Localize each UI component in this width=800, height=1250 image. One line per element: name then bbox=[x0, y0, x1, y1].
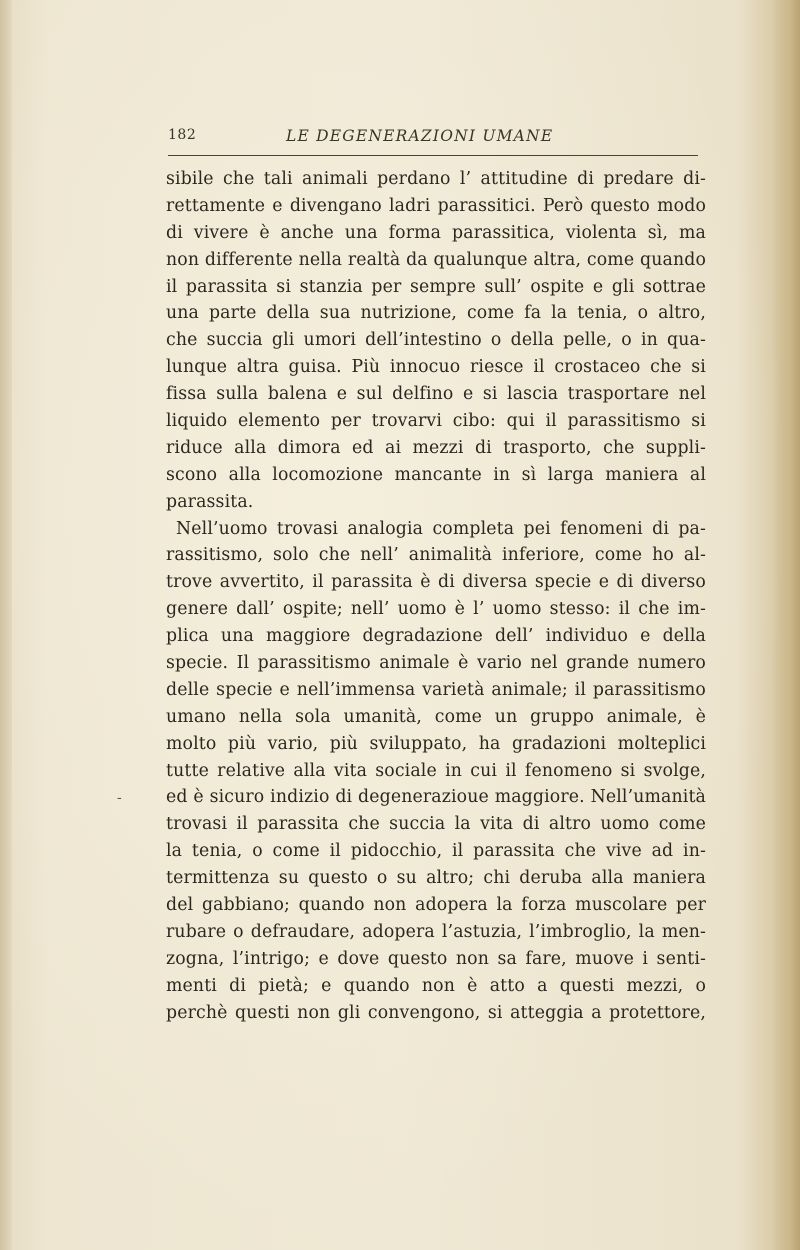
margin-mark: - bbox=[117, 790, 122, 806]
text-line: rettamente e divengano ladri parassitici. Però questo modo bbox=[166, 195, 706, 216]
text-line: menti di pietà; e quando non è atto a questi mezzi, o bbox=[166, 975, 706, 996]
text-line: specie. Il parassitismo animale è vario nel grande numero bbox=[166, 653, 706, 674]
text-line: tutte relative alla vita sociale in cui il fenomeno si svolge, bbox=[166, 760, 706, 781]
running-title: LE DEGENERAZIONI UMANE bbox=[286, 127, 554, 145]
text-line: lunque altra guisa. Più innocuo riesce il crostaceo che si bbox=[166, 357, 706, 378]
text-line: liquido elemento per trovarvi cibo: qui il parassitismo si bbox=[166, 411, 706, 432]
text-line: riduce alla dimora ed ai mezzi di trasporto, che suppli- bbox=[166, 437, 706, 458]
text-line: plica una maggiore degradazione dell’ individuo e della bbox=[166, 626, 706, 647]
text-line: una parte della sua nutrizione, come fa la tenia, o altro, bbox=[166, 303, 706, 324]
text-line: che succia gli umori dell’intestino o della pelle, o in qua- bbox=[166, 330, 706, 351]
text-line: fissa sulla balena e sul delfino e si lascia trasportare nel bbox=[166, 384, 706, 405]
header-rule bbox=[168, 155, 698, 156]
text-line: del gabbiano; quando non adopera la forza muscolare per bbox=[166, 895, 706, 916]
text-line: molto più vario, più sviluppato, ha gradazioni molteplici bbox=[166, 733, 706, 754]
text-line: trove avvertito, il parassita è di diversa specie e di diverso bbox=[166, 572, 706, 593]
page-right-edge bbox=[772, 0, 800, 1250]
text-line: rassitismo, solo che nell’ animalità inferiore, come ho al- bbox=[166, 545, 706, 566]
text-line: termittenza su questo o su altro; chi deruba alla maniera bbox=[166, 868, 706, 889]
text-line: non differente nella realtà da qualunque altra, come quando bbox=[166, 249, 706, 270]
text-line: il parassita si stanzia per sempre sull’ ospite e gli sottrae bbox=[166, 276, 706, 297]
text-line: zogna, l’intrigo; e dove questo non sa fare, muove i senti- bbox=[166, 948, 706, 969]
page-header bbox=[168, 127, 698, 151]
text-line: perchè questi non gli convengono, si atteggia a protettore, bbox=[166, 1002, 706, 1023]
text-line: la tenia, o come il pidocchio, il parassita che vive ad in- bbox=[166, 841, 706, 862]
page-number: 182 bbox=[168, 127, 197, 143]
text-line: sibile che tali animali perdano l’ attitudine di predare di- bbox=[166, 169, 706, 189]
text-line: scono alla locomozione mancante in sì larga maniera al bbox=[166, 464, 706, 485]
text-line: rubare o defraudare, adopera l’astuzia, l’imbroglio, la men- bbox=[166, 921, 706, 942]
text-line: Nell’uomo trovasi analogia completa pei fenomeni di pa- bbox=[176, 518, 706, 539]
page-left-edge bbox=[0, 0, 12, 1250]
text-line: delle specie e nell’immensa varietà animale; il parassitismo bbox=[166, 679, 706, 700]
text-line: parassita. bbox=[166, 491, 254, 512]
text-line: di vivere è anche una forma parassitica, violenta sì, ma bbox=[166, 222, 706, 243]
text-line: genere dall’ ospite; nell’ uomo è l’ uomo stesso: il che im- bbox=[166, 599, 706, 620]
body-text bbox=[166, 166, 706, 1027]
text-line: umano nella sola umanità, come un gruppo animale, è bbox=[166, 706, 706, 727]
text-line: ed è sicuro indizio di degenerazioue maggiore. Nell’umanità bbox=[166, 787, 706, 808]
text-line: trovasi il parassita che succia la vita di altro uomo come bbox=[166, 814, 706, 835]
